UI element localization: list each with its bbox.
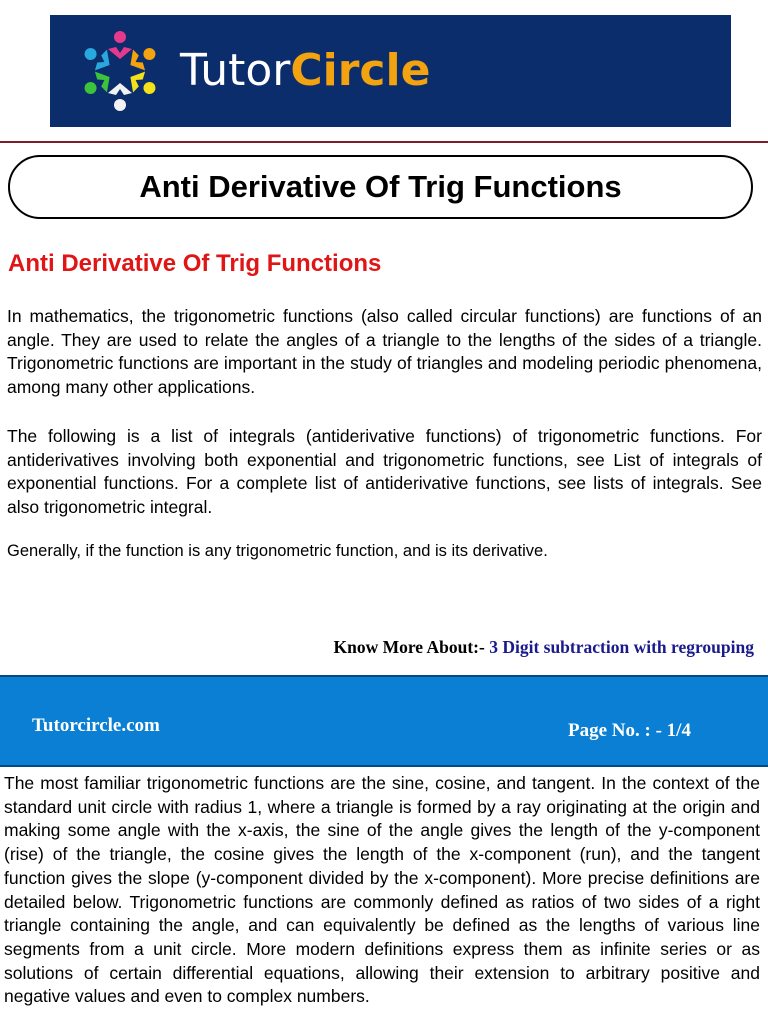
paragraph-generally: Generally, if the function is any trigonometric function, and is its derivative.: [7, 542, 548, 560]
logo-circle-text: Circle: [290, 45, 431, 96]
section-heading: Anti Derivative Of Trig Functions: [8, 250, 382, 277]
footer-page-number: Page No. : - 1/4: [568, 720, 691, 741]
logo-tutor-text: Tutor: [180, 45, 291, 96]
footer-site-link[interactable]: Tutorcircle.com: [32, 715, 160, 736]
know-more-label: Know More About:-: [333, 637, 490, 657]
header-divider: [0, 141, 768, 143]
page-footer: [0, 675, 768, 767]
paragraph-integrals: The following is a list of integrals (antiderivative functions) of trigonometric functions. For antiderivatives involving both exponential and trigonometric functions, see List of integrals of exponential functions. For a complete list of antiderivative functions, see lists of integrals. See also trigonometric integral.: [7, 426, 762, 518]
header-banner: [50, 15, 731, 127]
know-more-link[interactable]: 3 Digit subtraction with regrouping: [489, 637, 754, 657]
paragraph-intro: In mathematics, the trigonometric functions (also called circular functions) are functions of an angle. They are used to relate the angles of a triangle to the lengths of the sides of a triangle. Trigonometric functions are important in the study of triangles and modeling periodic phenomena, among many other applications.: [7, 306, 762, 398]
page-title: Anti Derivative Of Trig Functions: [8, 155, 753, 219]
logo-wordmark: [180, 45, 430, 97]
paragraph-continuation: The most familiar trigonometric functions are the sine, cosine, and tangent. In the context of the standard unit circle with radius 1, where a triangle is formed by a ray originating at the origin and making some angle with the x-axis, the sine of the angle gives the length of the y-component (rise) of the triangle, the cosine gives the length of the x-component (run), and the tangent function gives the slope (y-component divided by the x-component). More precise definitions are detailed below. Trigonometric functions are commonly defined as ratios of two sides of a right triangle containing the angle, and can equivalently be defined as the lengths of various line segments from a unit circle. More modern definitions express them as infinite series or as solutions of certain differential equations, allowing their extension to arbitrary positive and negative values and even to complex numbers.: [4, 773, 760, 1007]
know-more: [333, 637, 754, 658]
tutorcircle-logo-icon: [70, 23, 170, 119]
